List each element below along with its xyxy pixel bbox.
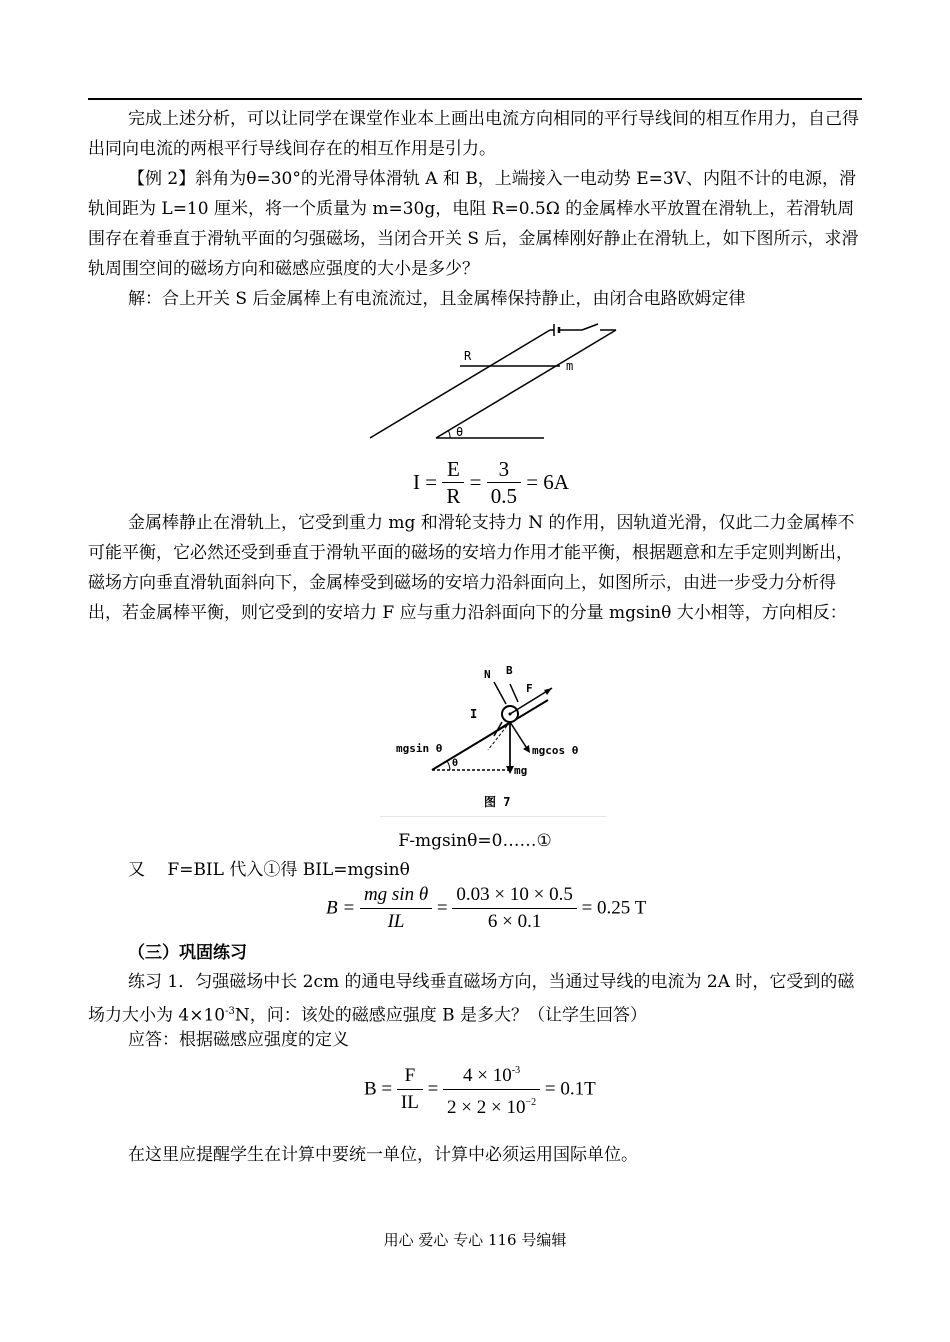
- force-label-mgsin: mgsin θ: [396, 742, 443, 755]
- label-m: m: [566, 359, 574, 373]
- label-r: R: [464, 349, 472, 363]
- force-label-n: N: [484, 668, 491, 681]
- label-theta: θ: [456, 425, 464, 439]
- header-rule: [88, 98, 862, 100]
- force-label-i: I: [470, 707, 478, 721]
- equation-exercise: B = $\frac{F}{IL}$ = $\frac{4 \times 10^{-3}}{2 \times 2 \times 10^{-2}}$ = 0.1T: [364, 1058, 596, 1121]
- equation-current: I = $\frac{E}{R}$ = $\frac{3}{0.5}$ = 6A: [413, 457, 569, 508]
- paragraph-solution: 解：合上开关 S 后金属棒上有电流流过，且金属棒保持静止，由闭合电路欧姆定律: [128, 289, 746, 309]
- paragraph-substitute: 又 F=BIL 代入①得 BIL=mgsinθ: [128, 860, 410, 880]
- figure-divider: [380, 816, 606, 817]
- paragraph-exercise-1: 练习 1．匀强磁场中长 2cm 的通电导线垂直磁场方向，当通过导线的电流为 2A 时，它受到的磁场力大小为 $4\times 10^{-3}N$，问：该处的磁感应强度 B 是多大？（让学生回答）: [88, 972, 855, 1026]
- page-footer: 用心 爱心 专心 116 号编辑: [383, 1231, 567, 1249]
- rail-diagram: [360, 314, 620, 446]
- section-heading: （三）巩固练习: [128, 943, 247, 963]
- force-label-mgcos: mgcos θ: [532, 744, 579, 757]
- paragraph-intro: 完成上述分析，可以让同学在课堂作业本上画出电流方向相同的平行导线间的相互作用力，自己得出同向电流的两根平行导线间存在的相互作用是引力。: [88, 109, 859, 159]
- force-label-f: F: [526, 682, 533, 695]
- force-label-b: B: [506, 664, 513, 677]
- force-diagram: [380, 660, 610, 820]
- figure-caption: 图 7: [484, 795, 511, 809]
- equation-field: B = $\frac{\text{mg sin θ}}{IL}$ = $\frac{0.03 \times 10 \times 0.5}{6 \times 0.1}$ = 0.25 T: [326, 884, 647, 932]
- paragraph-force-analysis: 金属棒静止在滑轨上，它受到重力 mg 和滑轮支持力 N 的作用，因轨道光滑，仅此二力金属棒不可能平衡，它必然还受到垂直于滑轨平面的磁场的安培力作用才能平衡，根据题意和左手定则判断出，磁场方向垂直滑轨面斜向下，金属棒受到磁场的安培力沿斜面向上，如图所示，由进一步受力分析得出，若金属棒平衡，则它受到的安培力 F 应与重力沿斜面向下的分量 mgsinθ 大小相等，方向相反：: [88, 513, 855, 623]
- paragraph-example-2: 【例 2】斜角为θ=30°的光滑导体滑轨 A 和 B，上端接入一电动势 E=3V、内阻不计的电源，滑轨间距为 L=10 厘米，将一个质量为 m=30g，电阻 R=0.5Ω 的金属棒水平放置在滑轨上，若滑轨周围存在着垂直于滑轨平面的匀强磁场，当闭合开关 S 后，金属棒刚好静止在滑轨上，如下图所示，求滑轨周围空间的磁场方向和磁感应强度的大小是多少？: [88, 169, 859, 279]
- paragraph-answer: 应答：根据磁感应强度的定义: [128, 1030, 349, 1050]
- paragraph-reminder: 在这里应提醒学生在计算中要统一单位，计算中必须运用国际单位。: [128, 1145, 638, 1165]
- force-label-mg: mg: [514, 764, 528, 777]
- force-label-theta: θ: [452, 758, 459, 769]
- equation-balance: F-mgsinθ=0……①: [398, 831, 552, 851]
